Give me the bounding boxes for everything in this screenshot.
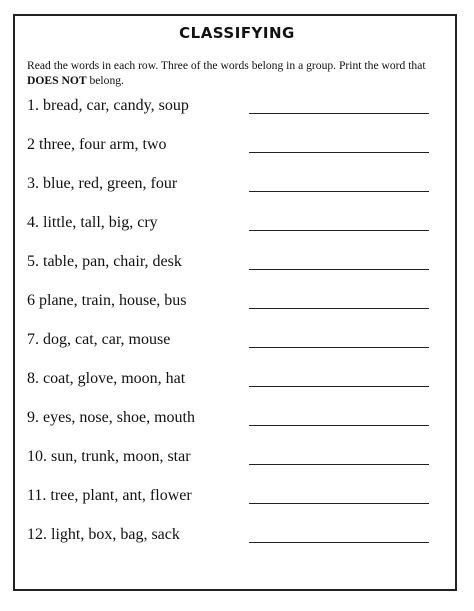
answer-blank[interactable]	[249, 503, 429, 504]
question-row-11	[27, 486, 432, 508]
question-text: 3. blue, red, green, four	[27, 175, 178, 192]
question-text: 6 plane, train, house, bus	[27, 292, 187, 309]
answer-blank[interactable]	[249, 152, 429, 153]
instructions-emphasis: DOES NOT	[27, 73, 87, 87]
question-row-4	[27, 213, 432, 235]
answer-blank[interactable]	[249, 542, 429, 543]
question-row-12	[27, 525, 432, 547]
question-text: 7. dog, cat, car, mouse	[27, 331, 171, 348]
question-row-10	[27, 447, 432, 469]
instructions-text-1: Read the words in each row. Three of the words belong in a group. Print the word that	[27, 59, 426, 72]
question-row-1	[27, 96, 432, 118]
question-text: 8. coat, glove, moon, hat	[27, 370, 186, 387]
answer-blank[interactable]	[249, 113, 429, 114]
answer-blank[interactable]	[249, 464, 429, 465]
answer-blank[interactable]	[249, 269, 429, 270]
answer-blank[interactable]	[249, 425, 429, 426]
question-text: 9. eyes, nose, shoe, mouth	[27, 409, 195, 426]
question-row-5	[27, 252, 432, 274]
question-text: 5. table, pan, chair, desk	[27, 253, 182, 270]
question-text: 4. little, tall, big, cry	[27, 214, 158, 231]
question-text: 1. bread, car, candy, soup	[27, 97, 189, 114]
answer-blank[interactable]	[249, 191, 429, 192]
question-text: 2 three, four arm, two	[27, 136, 167, 153]
answer-blank[interactable]	[249, 308, 429, 309]
answer-blank[interactable]	[249, 230, 429, 231]
question-row-8	[27, 369, 432, 391]
question-row-2	[27, 135, 432, 157]
answer-blank[interactable]	[249, 347, 429, 348]
worksheet-instructions	[27, 59, 447, 88]
question-text: 11. tree, plant, ant, flower	[27, 487, 192, 504]
question-row-9	[27, 408, 432, 430]
instructions-text-2: belong.	[86, 73, 124, 87]
question-row-3	[27, 174, 432, 196]
question-row-7	[27, 330, 432, 352]
question-text: 12. light, box, bag, sack	[27, 526, 180, 543]
answer-blank[interactable]	[249, 386, 429, 387]
question-row-6	[27, 291, 432, 313]
worksheet-title: CLASSIFYING	[179, 24, 295, 42]
question-text: 10. sun, trunk, moon, star	[27, 448, 191, 465]
